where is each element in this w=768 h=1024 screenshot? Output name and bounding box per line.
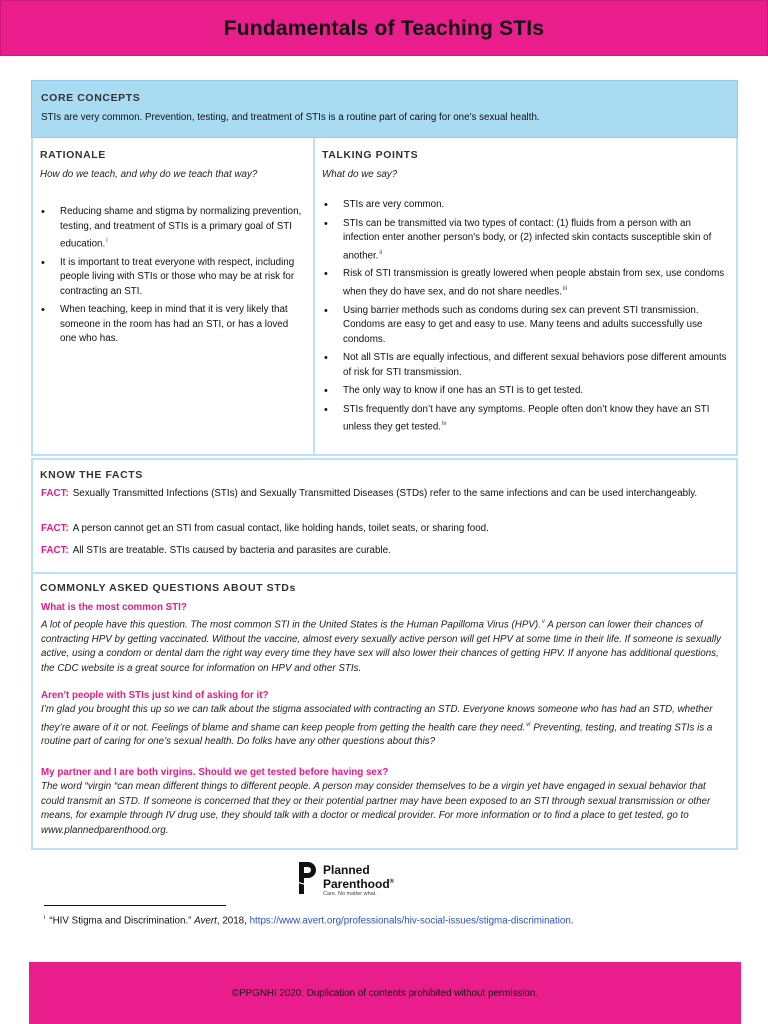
footnote-link[interactable]: https://www.avert.org/professionals/hiv-social-issues/stigma-discrimination (249, 915, 571, 927)
logo-tagline: Care. No matter what. (323, 891, 377, 897)
fact-label: FACT: (41, 545, 69, 556)
footnote-ref: vi (526, 721, 531, 728)
rationale-list (41, 205, 303, 351)
facts-questions-section (31, 458, 738, 850)
logo-wordmark: Planned Parenthood® (323, 863, 395, 891)
qa-answer: A lot of people have this question. The most common STI in the United States is the Human Papilloma Virus (HPV).$^v$ A person can lower their chances of contracting HPV by getting vaccinated. Without the vaccine, almost every sexually active person will get HPV at some time in their life. If someone is sexually active, using a condom or dental dam the right way every time they have sex will also lower their chances of getting HPV. If anyone has additional questions, the CDC website is a great source for information on HPV and other STIs. (41, 619, 722, 674)
list-item: • Not all STIs are equally infectious, and different sexual behaviors pose different amounts of risk for STI transmission. (324, 351, 728, 380)
know-the-facts-title: KNOW THE FACTS (40, 469, 143, 481)
copyright-text: ©PPGNHI 2020. Duplication of contents prohibited without permission. (231, 988, 539, 999)
qa-question: What is the most common STI? (41, 602, 187, 613)
list-item: • Risk of STI transmission is greatly lowered when people abstain from sex, use condoms when they do have sex, and do not share needles.$^{iii}$ (324, 267, 728, 299)
list-item: • STIs frequently don’t have any symptoms. People often don’t know they have an STI unless they get tested.$^{iv}$ (324, 403, 728, 435)
footnote: $^i$ “HIV Stigma and Discrimination.” Avert, 2018, https://www.avert.org/professionals/hiv-social-issues/stigma-discrimination. (44, 915, 574, 927)
common-questions-title: COMMONLY ASKED QUESTIONS ABOUT STDs (40, 582, 296, 594)
planned-parenthood-p-icon (296, 858, 320, 898)
list-item: • STIs can be transmitted via two types of contact: (1) fluids from a person with an infection enter another person’s body, or (2) infected skin contacts susceptible skin of another.$^{ii}$ (324, 217, 728, 264)
qa-answer: The word “virgin “can mean different things to different people. A person may consider themselves to be a virgin yet have engaged in sexual behavior that could transmit an STD. If someone is concerned that they or their potential partner may have been exposed to an STI through sexual transmission or other means, for example through IV drug use, they should talk with a doctor or medical provider. For more information or to find a place to get tested, go to www.plannedparenthood.org. (41, 781, 711, 836)
header-banner (0, 0, 768, 56)
qa-item (41, 766, 731, 838)
fact-item: FACT: All STIs are treatable. STIs caused by bacteria and parasites are curable. (41, 545, 391, 556)
list-item: • When teaching, keep in mind that it is very likely that someone in the room has had an STI, or has a loved one who has. (41, 303, 303, 347)
core-concepts-title: CORE CONCEPTS (41, 92, 141, 104)
rationale-subtitle: How do we teach, and why do we teach that way? (40, 169, 258, 180)
footer-banner (29, 962, 741, 1024)
list-item: • STIs are very common. (324, 198, 728, 213)
list-item: • Reducing shame and stigma by normalizing prevention, testing, and treatment of STIs is a primary goal of STI education.$^i$ (41, 205, 303, 252)
footnote-ref: iv (442, 421, 447, 428)
qa-item (41, 601, 731, 676)
planned-parenthood-logo (296, 856, 406, 902)
qa-item (41, 689, 731, 750)
list-item: • Using barrier methods such as condoms during sex can prevent STI transmission. Condoms are easy to get and easy to use. Many teens and adults successfully use condoms. (324, 304, 728, 348)
fact-item: FACT: Sexually Transmitted Infections (STIs) and Sexually Transmitted Diseases (STDs) refer to the same infections and can be used interchangeably. (41, 488, 698, 499)
rationale-title: RATIONALE (40, 149, 106, 161)
fact-label: FACT: (41, 488, 69, 499)
talking-points-subtitle: What do we say? (322, 169, 398, 180)
footnote-ref: iii (562, 285, 567, 292)
rationale-column (33, 138, 315, 454)
fact-item: FACT: A person cannot get an STI from casual contact, like holding hands, toilet seats, or sharing food. (41, 523, 489, 534)
core-concepts-box (31, 80, 738, 138)
talking-points-list (324, 198, 728, 439)
qa-question: My partner and I are both virgins. Should we get tested before having sex? (41, 767, 389, 778)
core-concepts-text: STIs are very common. Prevention, testing, and treatment of STIs is a routine part of caring for one’s sexual health. (41, 112, 540, 123)
page-title: Fundamentals of Teaching STIs (223, 17, 545, 40)
qa-question: Aren’t people with STIs just kind of asking for it? (41, 690, 269, 701)
fact-label: FACT: (41, 523, 69, 534)
talking-points-title: TALKING POINTS (322, 149, 419, 161)
footnote-ref: v (541, 619, 545, 625)
list-item: • It is important to treat everyone with respect, including people living with STIs or those who may be at risk for contracting an STI. (41, 256, 303, 300)
footnote-rule (44, 905, 226, 906)
section-divider (33, 572, 736, 574)
talking-points-column (315, 138, 736, 454)
footnote-ref: ii (379, 249, 383, 256)
rationale-talking-points-section (31, 138, 738, 456)
qa-answer: I’m glad you brought this up so we can talk about the stigma associated with contracting an STD. Everyone knows someone who has had an STD, whether they’re aware of it or not. Feelings of blame and shame can keep people from getting the health care they need.$^{vi}$ Preventing, testing, and treating STIs is a routine part of caring for one’s sexual health. Do folks have any other questions about this? (41, 704, 713, 748)
list-item: • The only way to know if one has an STI is to get tested. (324, 384, 728, 399)
footnote-ref: i (106, 238, 108, 244)
